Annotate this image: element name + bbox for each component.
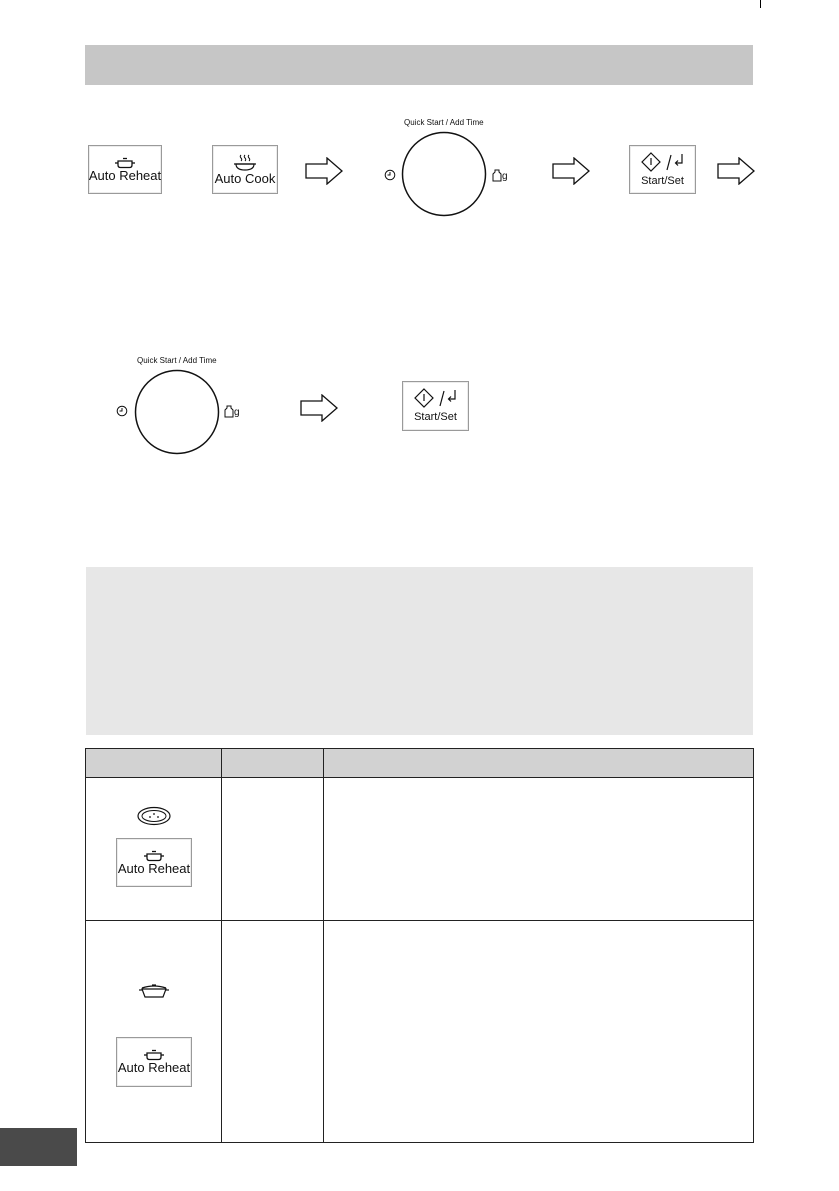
table-cell-detail [324,921,754,1143]
table-cell [222,778,324,921]
start-diamond-icon [414,388,458,410]
plate-icon [136,806,172,826]
weight-unit-label: g [234,407,240,418]
table-cell-button [86,921,222,1143]
auto-reheat-label: Auto Reheat [88,167,162,183]
section-title-bar [85,45,753,85]
pot-icon [114,157,136,169]
auto-reheat-label: Auto Reheat [117,860,191,876]
auto-reheat-button[interactable] [116,838,192,887]
auto-reheat-label: Auto Reheat [117,1060,191,1075]
table-cell-button [86,778,222,921]
start-diamond-icon [641,152,685,174]
pot-icon [143,850,165,862]
weight-icon [224,405,234,418]
arrow-right-icon [305,157,343,185]
table-cell [222,921,324,1143]
start-set-label: Start/Set [641,174,684,187]
table-row [86,778,754,921]
casserole-icon [138,983,170,1001]
arrow-right-icon [300,394,338,422]
arrow-right-icon [717,157,755,185]
table-cell-detail [324,778,754,921]
arrow-right-icon [552,157,590,185]
auto-reheat-button[interactable] [116,1037,192,1087]
auto-reheat-table [85,748,754,1143]
quick-start-dial[interactable] [134,369,220,455]
table-row [86,921,754,1143]
table-header-cell [222,749,324,778]
auto-reheat-button[interactable] [88,145,162,194]
weight-unit-label: g [502,171,508,182]
steaming-pot-icon [233,154,257,172]
table-header-row [86,749,754,778]
dial-label: Quick Start / Add Time [404,118,484,127]
start-set-button[interactable] [402,381,469,431]
auto-cook-label: Auto Cook [214,170,276,186]
top-margin-rule [760,0,761,8]
page-number-tab [0,1128,77,1166]
auto-cook-button[interactable] [212,145,278,194]
start-set-button[interactable] [629,145,696,194]
start-set-label: Start/Set [414,411,457,423]
quick-start-dial[interactable] [401,131,487,217]
clock-icon [384,169,396,181]
clock-icon [116,405,128,417]
table-header-cell [324,749,754,778]
dial-label: Quick Start / Add Time [137,356,217,365]
table-header-cell [86,749,222,778]
weight-icon [492,169,502,182]
note-box [86,567,753,735]
